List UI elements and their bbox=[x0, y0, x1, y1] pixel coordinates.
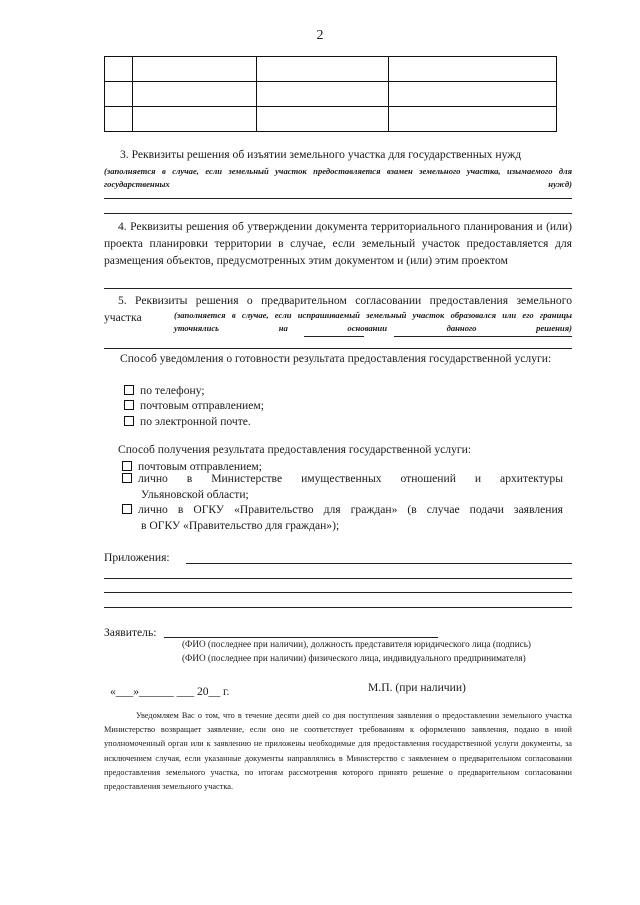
option-label: лично в Министерстве имущественных отношений и архитектуры bbox=[138, 472, 563, 485]
receipt-heading: Способ получения результата предоставления государственной услуги: bbox=[118, 443, 472, 456]
section4-text: 4. Реквизиты решения об утверждении документа территориального планирования и (или) проекта планировки территории в случае, если земельный участок предоставляется для размещения объектов, предусмотренных этим документом и (или) этим проектом bbox=[104, 220, 572, 267]
notify-option-phone[interactable] bbox=[124, 383, 205, 399]
table-cell[interactable] bbox=[105, 107, 133, 132]
table-cell[interactable] bbox=[133, 82, 257, 107]
section5-note: (заполняется в случае, если испрашиваемый земельный участок образовался или его границы уточнялись на основании данного решения) bbox=[174, 310, 572, 333]
data-table bbox=[104, 56, 557, 132]
attachments-field-line[interactable] bbox=[104, 607, 572, 608]
page-number: 2 bbox=[316, 28, 324, 43]
table-cell[interactable] bbox=[105, 57, 133, 82]
attachments-field-line[interactable] bbox=[186, 563, 572, 564]
notify-option-email[interactable] bbox=[124, 414, 251, 430]
attachments-field-line[interactable] bbox=[104, 592, 572, 593]
checkbox[interactable] bbox=[122, 504, 132, 514]
table-cell[interactable] bbox=[133, 107, 257, 132]
receipt-option-ministry[interactable] bbox=[122, 471, 572, 487]
section3-note: (заполняется в случае, если земельный участок предоставляется взамен земельного участка, изымаемого для государственных нужд) bbox=[104, 166, 572, 189]
option-label: по электронной почте. bbox=[140, 415, 251, 428]
notification-heading: Способ уведомления о готовности результата предоставления государственной услуги: bbox=[120, 352, 552, 365]
section4-field-line[interactable] bbox=[104, 288, 572, 289]
table-row bbox=[105, 107, 557, 132]
applicant-caption-legal: (ФИО (последнее при наличии), должность представителя юридического лица (подпись) bbox=[182, 639, 531, 649]
checkbox[interactable] bbox=[124, 385, 134, 395]
checkbox[interactable] bbox=[124, 400, 134, 410]
checkbox[interactable] bbox=[122, 461, 132, 471]
stamp-label: М.П. (при наличии) bbox=[368, 681, 466, 694]
table-row bbox=[105, 82, 557, 107]
receipt-option-ministry-cont: Ульяновской области; bbox=[141, 488, 249, 501]
section5-field-line[interactable] bbox=[394, 336, 572, 337]
section3-field-line[interactable] bbox=[104, 198, 572, 199]
return-notice: Уведомляем Вас о том, что в течение десяти дней со дня поступления заявления о предоставлении земельного участка Министерство возвращает заявление, если оно не соответствует требованиям к оформлению заявления, подано в иной уполномоченный орган или к заявлению не приложены необходимые для предоставления государственной услуги документы, за исключением случая, если указанные документы направлялись в Министерство с заявлением о предварительном согласовании предоставления земельного участка, по итогам рассмотрения которого принято решение о предварительном согласовании предоставления земельного участка. bbox=[104, 711, 572, 792]
option-label: почтовым отправлением; bbox=[138, 460, 262, 473]
table-cell[interactable] bbox=[105, 82, 133, 107]
receipt-option-ogku-cont: в ОГКУ «Правительство для граждан»); bbox=[141, 519, 340, 532]
table-cell[interactable] bbox=[133, 57, 257, 82]
section5-field-line[interactable] bbox=[304, 336, 364, 337]
table-cell[interactable] bbox=[257, 57, 389, 82]
table-cell[interactable] bbox=[389, 57, 557, 82]
section5-field-line[interactable] bbox=[104, 348, 572, 349]
notify-option-post[interactable] bbox=[124, 398, 264, 414]
applicant-caption-individual: (ФИО (последнее при наличии) физического лица, индивидуального предпринимателя) bbox=[182, 653, 526, 663]
table-cell[interactable] bbox=[257, 107, 389, 132]
attachments-field-line[interactable] bbox=[104, 578, 572, 579]
date-line[interactable]: «___»______ ___ 20__ г. bbox=[110, 685, 230, 698]
table-cell[interactable] bbox=[389, 107, 557, 132]
option-label: лично в ОГКУ «Правительство для граждан» (в случае подачи заявления bbox=[138, 503, 563, 516]
section5-title: 5. Реквизиты решения о предварительном согласовании предоставления земельного участка bbox=[104, 294, 572, 324]
option-label: почтовым отправлением; bbox=[140, 399, 264, 412]
table-cell[interactable] bbox=[257, 82, 389, 107]
receipt-option-ogku[interactable] bbox=[122, 502, 572, 518]
checkbox[interactable] bbox=[124, 416, 134, 426]
checkbox[interactable] bbox=[122, 473, 132, 483]
table-cell[interactable] bbox=[389, 82, 557, 107]
table-row bbox=[105, 57, 557, 82]
section3-title: 3. Реквизиты решения об изъятии земельного участка для государственных нужд bbox=[120, 148, 522, 161]
applicant-label: Заявитель: bbox=[104, 626, 157, 639]
section3-field-line[interactable] bbox=[104, 213, 572, 214]
option-label: по телефону; bbox=[140, 384, 205, 397]
attachments-label: Приложения: bbox=[104, 551, 170, 564]
